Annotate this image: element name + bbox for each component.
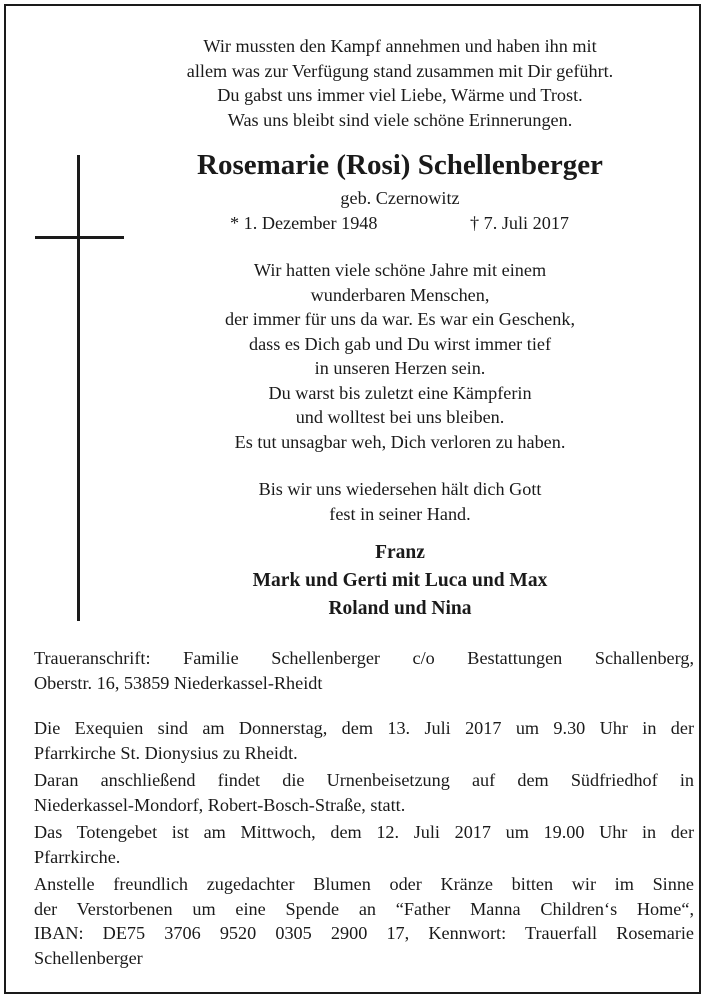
tribute-poem: [100, 258, 700, 454]
notice-line: Pfarrkirche.: [34, 846, 121, 867]
notice-line: IBAN: DE75 3706 9520 0305 2900 17, Kennwort: Trauerfall Rosemarie: [34, 923, 694, 943]
closing-verse-line: Bis wir uns wiedersehen hält dich Gott: [258, 479, 542, 499]
tribute-poem-line: dass es Dich gab und Du wirst immer tief: [248, 333, 552, 354]
notice-line: Oberstr. 16, 53859 Niederkassel-Rheidt: [34, 672, 323, 693]
family-signatures: [100, 539, 700, 623]
prayer-notice: [34, 820, 694, 869]
notice-line: Das Totengebet ist am Mittwoch, dem 12. Juli 2017 um 19.00 Uhr in der: [34, 822, 694, 842]
family-line: Roland und Nina: [328, 598, 472, 619]
notice-line: Schellenberger: [34, 947, 143, 968]
birth-name-text: geb. Czernowitz: [340, 188, 460, 208]
mourning-address: [34, 646, 694, 695]
family-line: Mark und Gerti mit Luca und Max: [252, 570, 548, 591]
notice-line: Niederkassel-Mondorf, Robert-Bosch-Straße, statt.: [34, 794, 406, 815]
tribute-poem-line: Es tut unsagbar weh, Dich verloren zu haben.: [234, 431, 566, 452]
intro-poem-line: Was uns bleibt sind viele schöne Erinnerungen.: [227, 109, 573, 130]
intro-poem-line: allem was zur Verfügung stand zusammen mit Dir geführt.: [186, 60, 614, 81]
deceased-name: Rosemarie (Rosi) Schellenberger: [197, 149, 603, 181]
tribute-poem-line: in unseren Herzen sein.: [314, 358, 486, 378]
donation-notice: [34, 872, 694, 970]
intro-poem-line: Du gabst uns immer viel Liebe, Wärme und Trost.: [217, 85, 583, 105]
notice-line: Pfarrkirche St. Dionysius zu Rheidt.: [34, 742, 298, 763]
notice-line: der Verstorbenen um eine Spende an “Father Manna Children‘s Home“,: [34, 898, 694, 919]
tribute-poem-line: der immer für uns da war. Es war ein Geschenk,: [225, 309, 575, 329]
tribute-poem-line: Wir hatten viele schöne Jahre mit einem: [253, 260, 547, 280]
notice-line: Die Exequien sind am Donnerstag, dem 13. Juli 2017 um 9.30 Uhr in der: [34, 718, 694, 738]
exequies-notice: [34, 716, 694, 765]
closing-verse: [100, 477, 700, 526]
tribute-poem-line: und wolltest bei uns bleiben.: [295, 407, 505, 427]
notice-line: Traueranschrift: Familie Schellenberger c/o Bestattungen Schallenberg,: [34, 648, 694, 668]
tribute-poem-line: Du warst bis zuletzt eine Kämpferin: [268, 382, 532, 403]
tribute-poem-line: wunderbaren Menschen,: [310, 284, 490, 305]
death-date: † 7. Juli 2017: [470, 213, 570, 233]
birth-date: * 1. Dezember 1948: [230, 213, 378, 233]
notice-line: Anstelle freundlich zugedachter Blumen oder Kränze bitten wir im Sinne: [34, 874, 694, 894]
birth-name: [100, 186, 700, 211]
intro-poem: [100, 34, 700, 132]
notice-line: Daran anschließend findet die Urnenbeisetzung auf dem Südfriedhof in: [34, 770, 694, 790]
family-line: Franz: [375, 542, 425, 563]
closing-verse-line: fest in seiner Hand.: [329, 503, 471, 524]
urn-burial-notice: [34, 768, 694, 817]
life-dates: [0, 211, 707, 237]
intro-poem-line: Wir mussten den Kampf annehmen und haben ihn mit: [203, 36, 597, 56]
